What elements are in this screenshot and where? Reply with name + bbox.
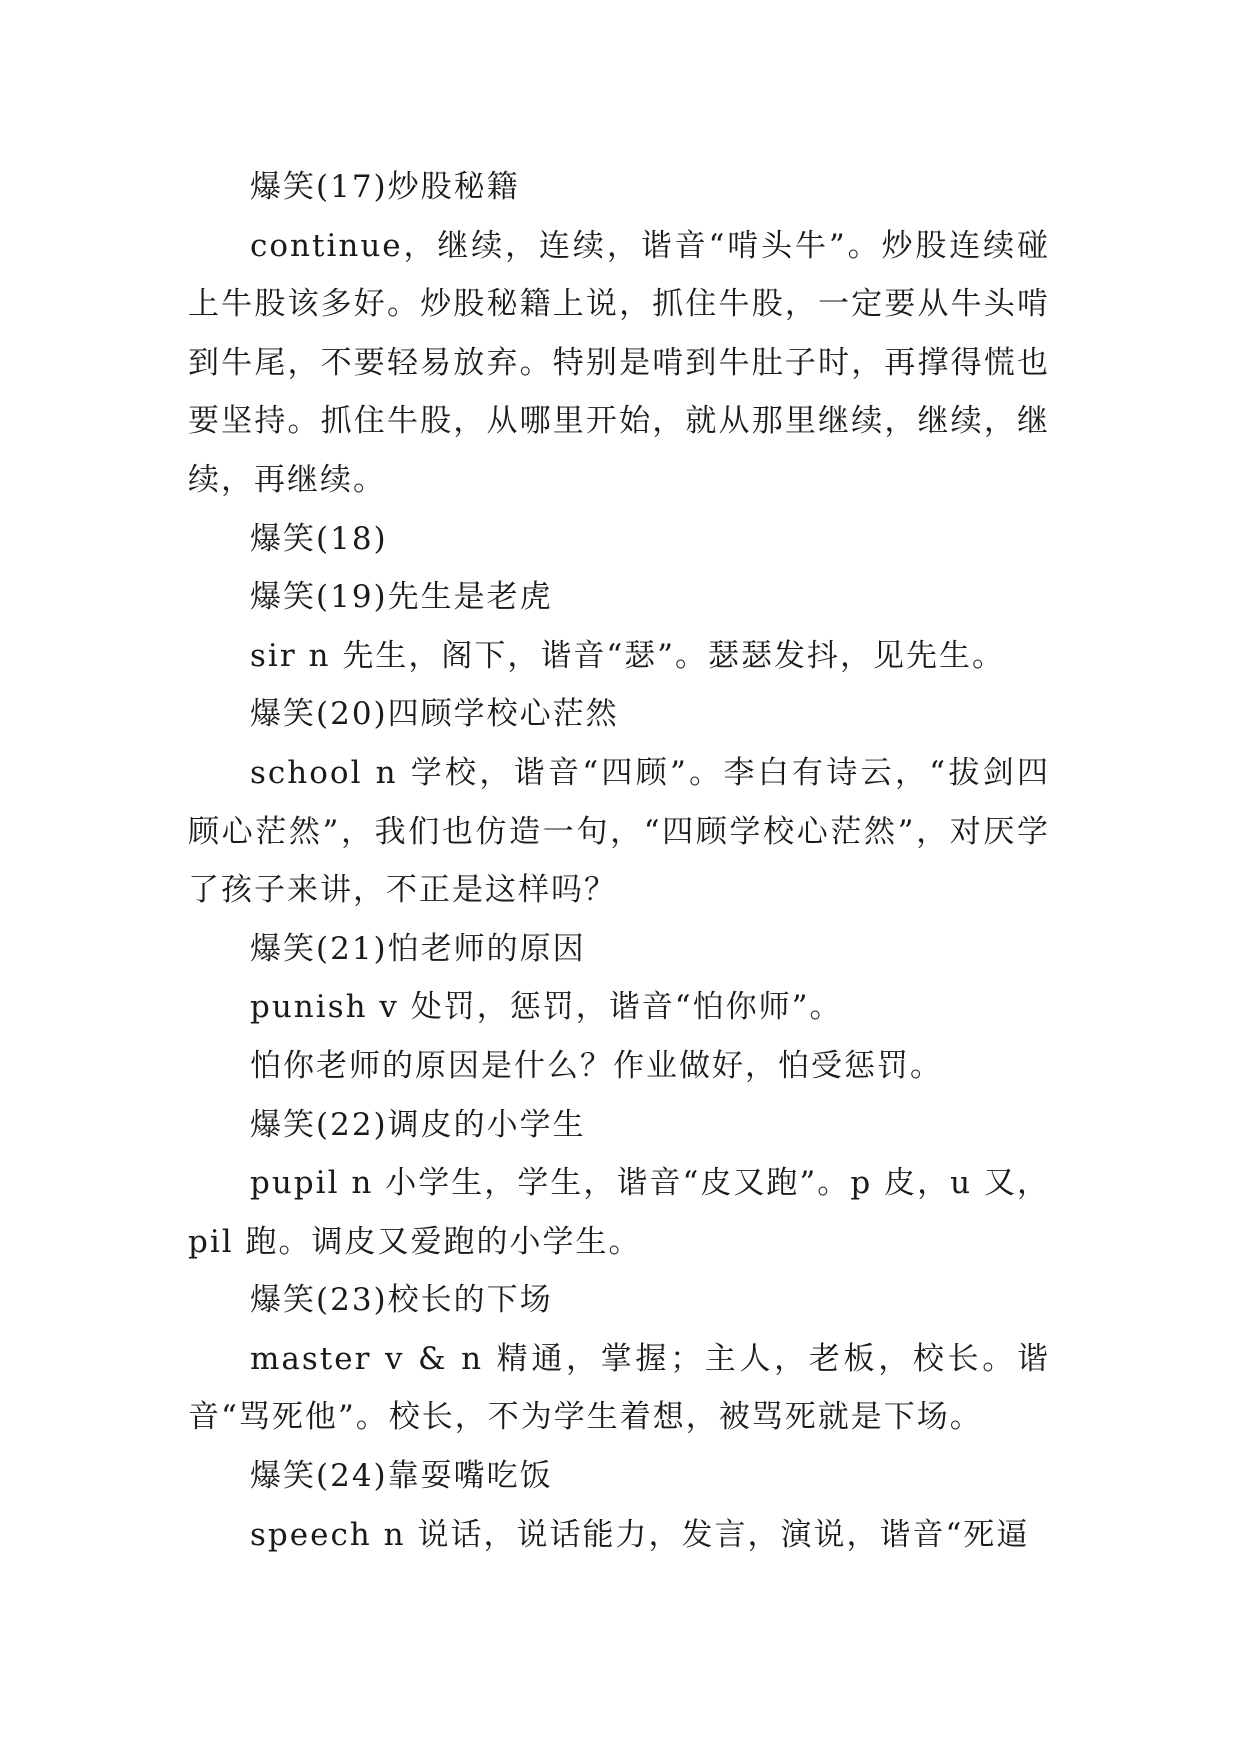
paragraph-pupil: pupil n 小学生，学生，谐音“皮又跑”。p 皮，u 又，pil 跑。调皮又爱跑的小学生。 [188, 1165, 1050, 1260]
heading-17: 爆笑(17)炒股秘籍 [250, 169, 520, 205]
heading-23: 爆笑(23)校长的下场 [250, 1282, 553, 1319]
paragraph-master: master v & n 精通，掌握；主人，老板，校长。谐音“骂死他”。校长，不为学生着想，被骂死就是下场。 [188, 1340, 1050, 1436]
paragraph-punish: punish v 处罚，惩罚，谐音“怕你师”。 [250, 989, 843, 1026]
heading-24: 爆笑(24)靠耍嘴吃饭 [250, 1458, 553, 1495]
heading-19: 爆笑(19)先生是老虎 [250, 579, 553, 616]
paragraph-speech: speech n 说话，说话能力，发言，演说，谐音“死逼 [250, 1516, 1030, 1553]
paragraph-continue: continue，继续，连续，谐音“啃头牛”。炒股连续碰上牛股该多好。炒股秘籍上说，抓住牛股，一定要从牛头啃到牛尾，不要轻易放弃。特别是啃到牛肚子时，再撑得慌也要坚持。抓住牛股，从哪里开始，就从那里继续，继续，继续，再继续。 [188, 227, 1050, 498]
paragraph-punish-reason: 怕你老师的原因是什么？作业做好，怕受惩罚。 [250, 1047, 943, 1084]
document-body [188, 158, 1050, 1564]
heading-22: 爆笑(22)调皮的小学生 [250, 1106, 586, 1143]
paragraph-school: school n 学校，谐音“四顾”。李白有诗云，“拔剑四顾心茫然”，我们也仿造一句，“四顾学校心茫然”，对厌学了孩子来讲，不正是这样吗？ [188, 754, 1050, 909]
heading-20: 爆笑(20)四顾学校心茫然 [250, 696, 619, 733]
heading-21: 爆笑(21)怕老师的原因 [250, 930, 586, 967]
heading-18: 爆笑(18) [250, 520, 388, 557]
paragraph-sir: sir n 先生，阁下，谐音“瑟”。瑟瑟发抖，见先生。 [250, 637, 1006, 674]
